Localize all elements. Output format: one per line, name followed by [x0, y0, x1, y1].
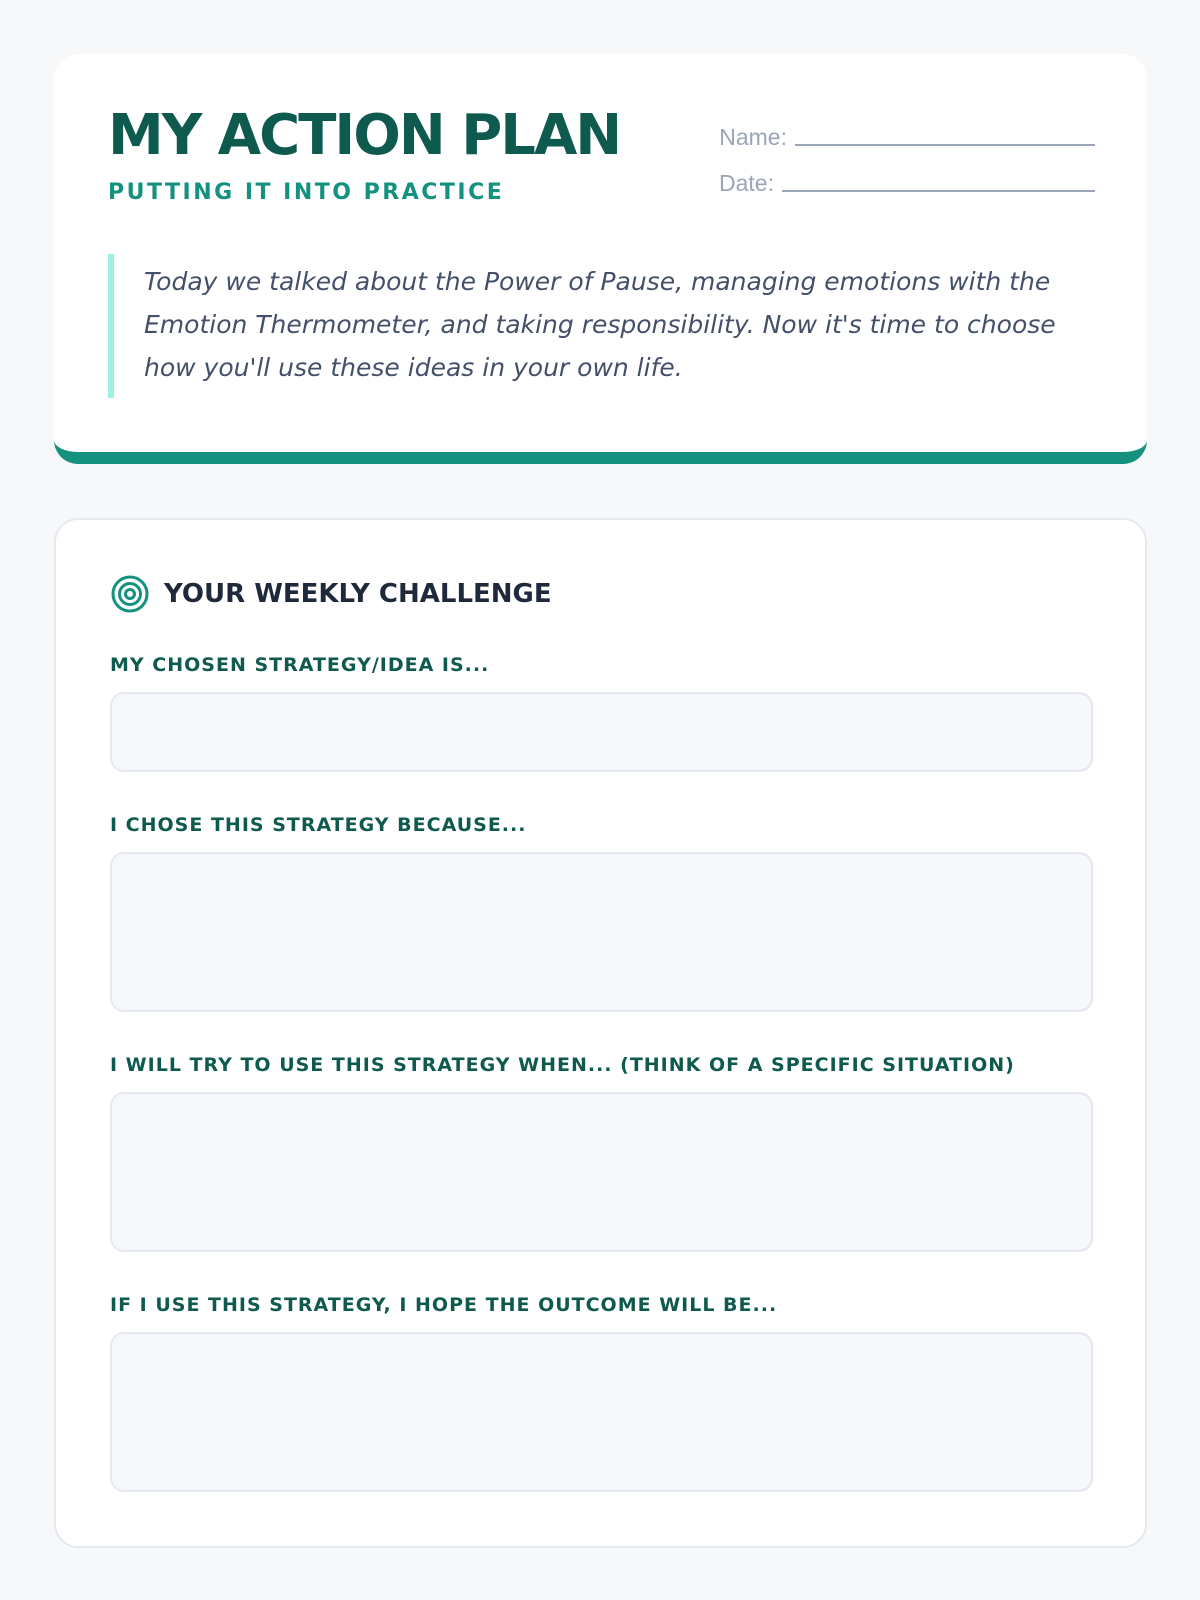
- situation-label: I WILL TRY TO USE THIS STRATEGY WHEN... (THINK OF A SPECIFIC SITUATION): [110, 1054, 1015, 1076]
- situation-field-group: [110, 1056, 1093, 1252]
- reason-input[interactable]: [110, 852, 1093, 1012]
- situation-input[interactable]: [110, 1092, 1093, 1252]
- name-field[interactable]: [795, 144, 1095, 146]
- section-heading: [110, 574, 552, 614]
- page-title: MY ACTION PLAN: [108, 103, 621, 168]
- outcome-field-group: [110, 1296, 1093, 1492]
- date-row: [710, 152, 1095, 198]
- outcome-input[interactable]: [110, 1332, 1093, 1492]
- reason-field-group: [110, 816, 1093, 1012]
- weekly-challenge-card: [54, 518, 1147, 1548]
- section-title: YOUR WEEKLY CHALLENGE: [164, 579, 552, 609]
- intro-text: Today we talked about the Power of Pause, managing emotions with the Emotion Thermometer, and taking responsibility. Now it's time to choose how you'll use these ideas in your own life.: [108, 254, 1088, 398]
- header-card: [54, 54, 1147, 464]
- name-row: [710, 106, 1095, 152]
- outcome-label: IF I USE THIS STRATEGY, I HOPE THE OUTCOME WILL BE...: [110, 1294, 778, 1316]
- date-field[interactable]: [782, 190, 1095, 192]
- page-subtitle: PUTTING IT INTO PRACTICE: [108, 180, 505, 205]
- target-icon: [110, 574, 150, 614]
- strategy-input[interactable]: [110, 692, 1093, 772]
- name-label: Name:: [719, 124, 787, 151]
- reason-label: I CHOSE THIS STRATEGY BECAUSE...: [110, 814, 527, 836]
- strategy-label: MY CHOSEN STRATEGY/IDEA IS...: [110, 654, 490, 676]
- student-meta: [710, 106, 1095, 198]
- date-label: Date:: [719, 170, 774, 197]
- strategy-field-group: [110, 656, 1093, 772]
